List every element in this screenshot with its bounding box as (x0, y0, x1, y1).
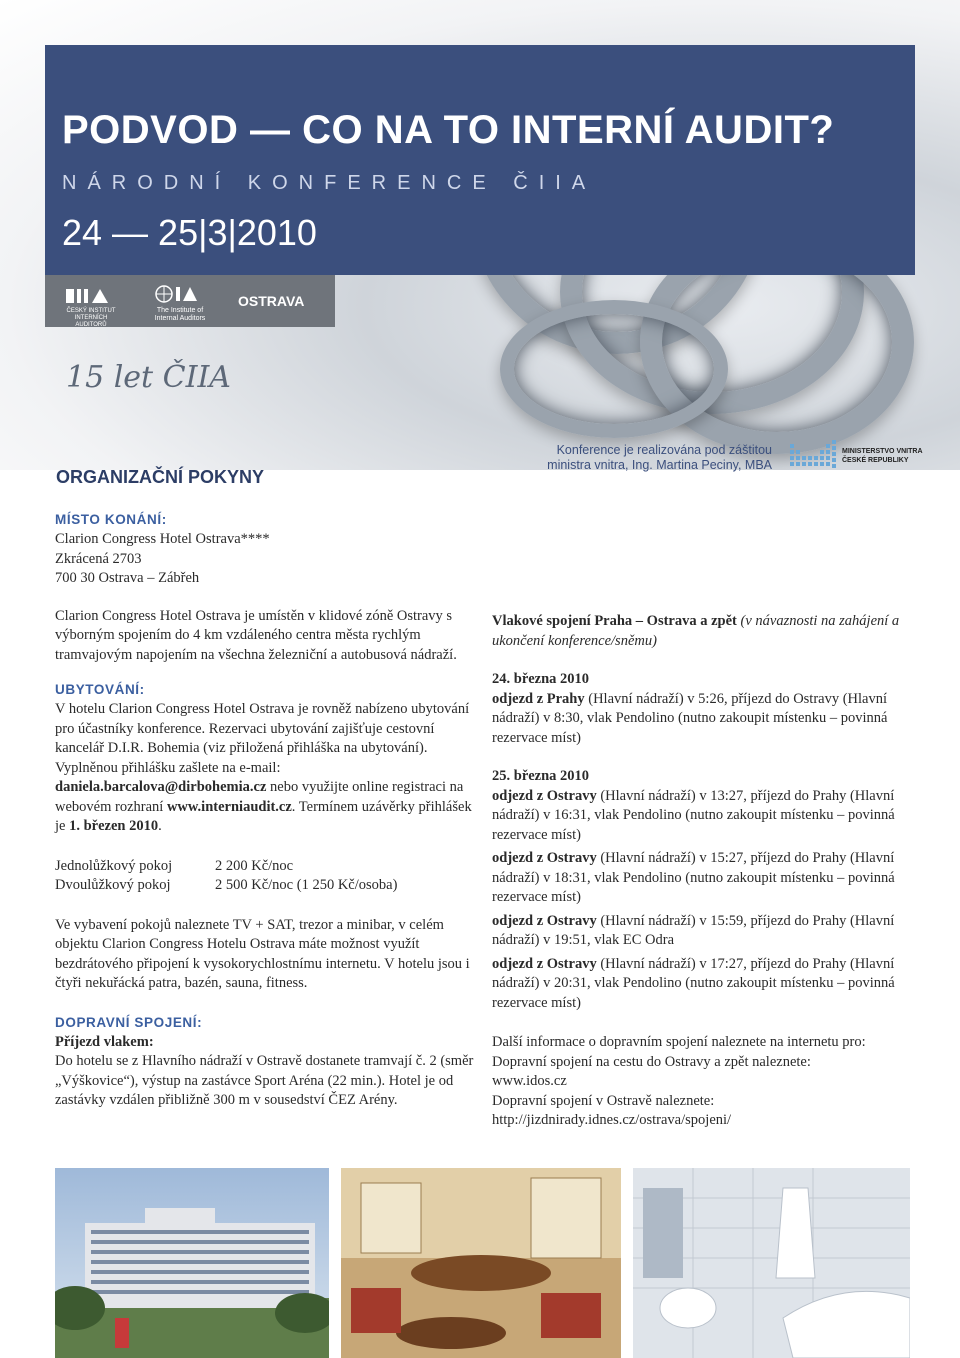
registration-deadline: 1. březen 2010 (69, 818, 159, 834)
info-line: Další informace o dopravním spojení naleznete na internetu pro: (492, 1034, 866, 1050)
bathroom-photo (633, 1168, 910, 1358)
handcuff-chain (500, 300, 728, 438)
jizdnirady-link[interactable]: http://jizdnirady.idnes.cz/ostrava/spojeni/ (492, 1112, 732, 1128)
venue-line: 700 30 Ostrava – Zábřeh (55, 570, 200, 586)
transport-heading: DOPRAVNÍ SPOJENÍ: (55, 1014, 203, 1030)
train-trip: odjezd z Prahy (Hlavní nádraží) v 5:26, příjezd do Ostravy (Hlavní nádraží) v 8:30, vlak Pendolino (nutno zakoupit místenku – povinná rezervace míst) (492, 690, 888, 746)
hotel-photo-strip (55, 1168, 910, 1358)
iia-logo: The Institute of Internal Auditors (150, 284, 210, 322)
right-column (492, 612, 912, 1131)
more-info (492, 1033, 912, 1131)
ministry-name: MINISTERSTVO VNITRA ČESKÉ REPUBLIKY (842, 448, 923, 464)
conference-subtitle: NÁRODNÍ KONFERENCE ČIIA (62, 172, 597, 194)
room-row: Dvoulůžkový pokoj 2 500 Kč/noc (1 250 Kč/osoba) (55, 877, 398, 893)
train-arrival-text: Do hotelu se z Hlavního nádraží v Ostravě dostanete tramvají č. 2 (směr „Výškovice“), výstup na zastávce Sport Aréna (22 min.). Hotel je od zastávky vzdálen přibližně 300 m v sousedství ČEZ Arény. (55, 1053, 474, 1108)
hotel-exterior-photo (55, 1168, 329, 1358)
anniversary-label: 15 let ČIIA (66, 360, 231, 395)
ciia-logo-mark-icon (62, 287, 120, 305)
patronage-note: Konference je realizována pod záštitou ministra vnitra, Ing. Martina Peciny, MBA (547, 443, 772, 472)
accommodation-text: V hotelu Clarion Congress Hotel Ostrava je rovněž nabízeno ubytování pro účastníky konference. Rezervaci ubytování zajišťuje cestovní kancelář D.I.R. Bohemia (viz přiložená přihláška na ubytování). Vyplněnou přihlášku zašlete na e-mail: daniela.barcalova@dirbohemia.cz nebo využijte online registraci na webovém rozhraní www.interniaudit.cz. Termínem uzávěrky přihlášek je 1. březen 2010. (55, 701, 472, 834)
venue-line: Zkrácená 2703 (55, 550, 142, 567)
train-trip: odjezd z Ostravy (Hlavní nádraží) v 15:27, příjezd do Prahy (Hlavní nádraží) v 18:31, vlak Pendolino (nutno zakoupit místenku – povinná rezervace míst) (492, 850, 895, 905)
ciia-logo: ČESKÝ INSTITUT INTERNÍCH AUDITORŮ (62, 287, 120, 321)
accommodation-heading: UBYTOVÁNÍ: (55, 682, 145, 697)
iia-globe-icon (150, 284, 210, 304)
train-trip: odjezd z Ostravy (Hlavní nádraží) v 15:59, příjezd do Prahy (Hlavní nádraží) v 19:51, vlak EC Odra (492, 912, 895, 948)
city-label: OSTRAVA (238, 293, 305, 309)
idos-link[interactable]: www.idos.cz (492, 1073, 567, 1089)
room-prices (55, 857, 475, 896)
venue-description: Clarion Congress Hotel Ostrava je umístěn v klidové zóně Ostravy s výborným spojením do 4 km vzdáleného centra města rychlým tramvajovým napojením na všechna železniční a autobusová nádraží. (55, 607, 457, 663)
conference-room-photo (341, 1168, 621, 1358)
conference-date: 24 — 25|3|2010 (62, 212, 317, 253)
page-title: PODVOD — CO NA TO INTERNÍ AUDIT? (62, 108, 835, 152)
day-heading: 25. března 2010 (492, 768, 590, 784)
train-trip: odjezd z Ostravy (Hlavní nádraží) v 17:27, příjezd do Prahy (Hlavní nádraží) v 20:31, vlak Pendolino (nutno zakoupit místenku – povinná rezervace míst) (492, 955, 895, 1011)
organization-heading: ORGANIZAČNÍ POKYNY (56, 467, 265, 487)
amenities-text: Ve vybavení pokojů naleznete TV + SAT, trezor a minibar, v celém objektu Clarion Congress Hotelu Ostrava máte možnost využít bezdrátového připojení k vysokorychlostnímu internetu. V hotelu jsou i čtyři nekuřácká patra, bazén, sauna, fitness. (55, 916, 470, 991)
venue-line: Clarion Congress Hotel Ostrava**** (55, 531, 270, 547)
train-arrival-heading: Příjezd vlakem: (55, 1033, 154, 1050)
left-column (55, 512, 475, 1111)
info-line: Dopravní spojení na cestu do Ostravy a zpět naleznete: (492, 1053, 811, 1070)
venue-heading: MÍSTO KONÁNÍ: (55, 512, 167, 527)
room-row: Jednolůžkový pokoj 2 200 Kč/noc (55, 857, 294, 874)
day-heading: 24. března 2010 (492, 671, 590, 687)
info-line: Dopravní spojení v Ostravě naleznete: (492, 1092, 715, 1109)
ministry-logo-icon (790, 440, 838, 472)
train-connection-title: Vlakové spojení Praha – Ostrava a zpět (v návaznosti na zahájení a ukončení konference/sněmu) (492, 613, 900, 649)
registration-link[interactable]: www.interniaudit.cz (166, 798, 292, 815)
booking-email[interactable]: daniela.barcalova@dirbohemia.cz (55, 779, 267, 795)
train-trip: odjezd z Ostravy (Hlavní nádraží) v 13:27, příjezd do Prahy (Hlavní nádraží) v 16:31, vlak Pendolino (nutno zakoupit místenku – povinná rezervace míst) (492, 787, 895, 843)
